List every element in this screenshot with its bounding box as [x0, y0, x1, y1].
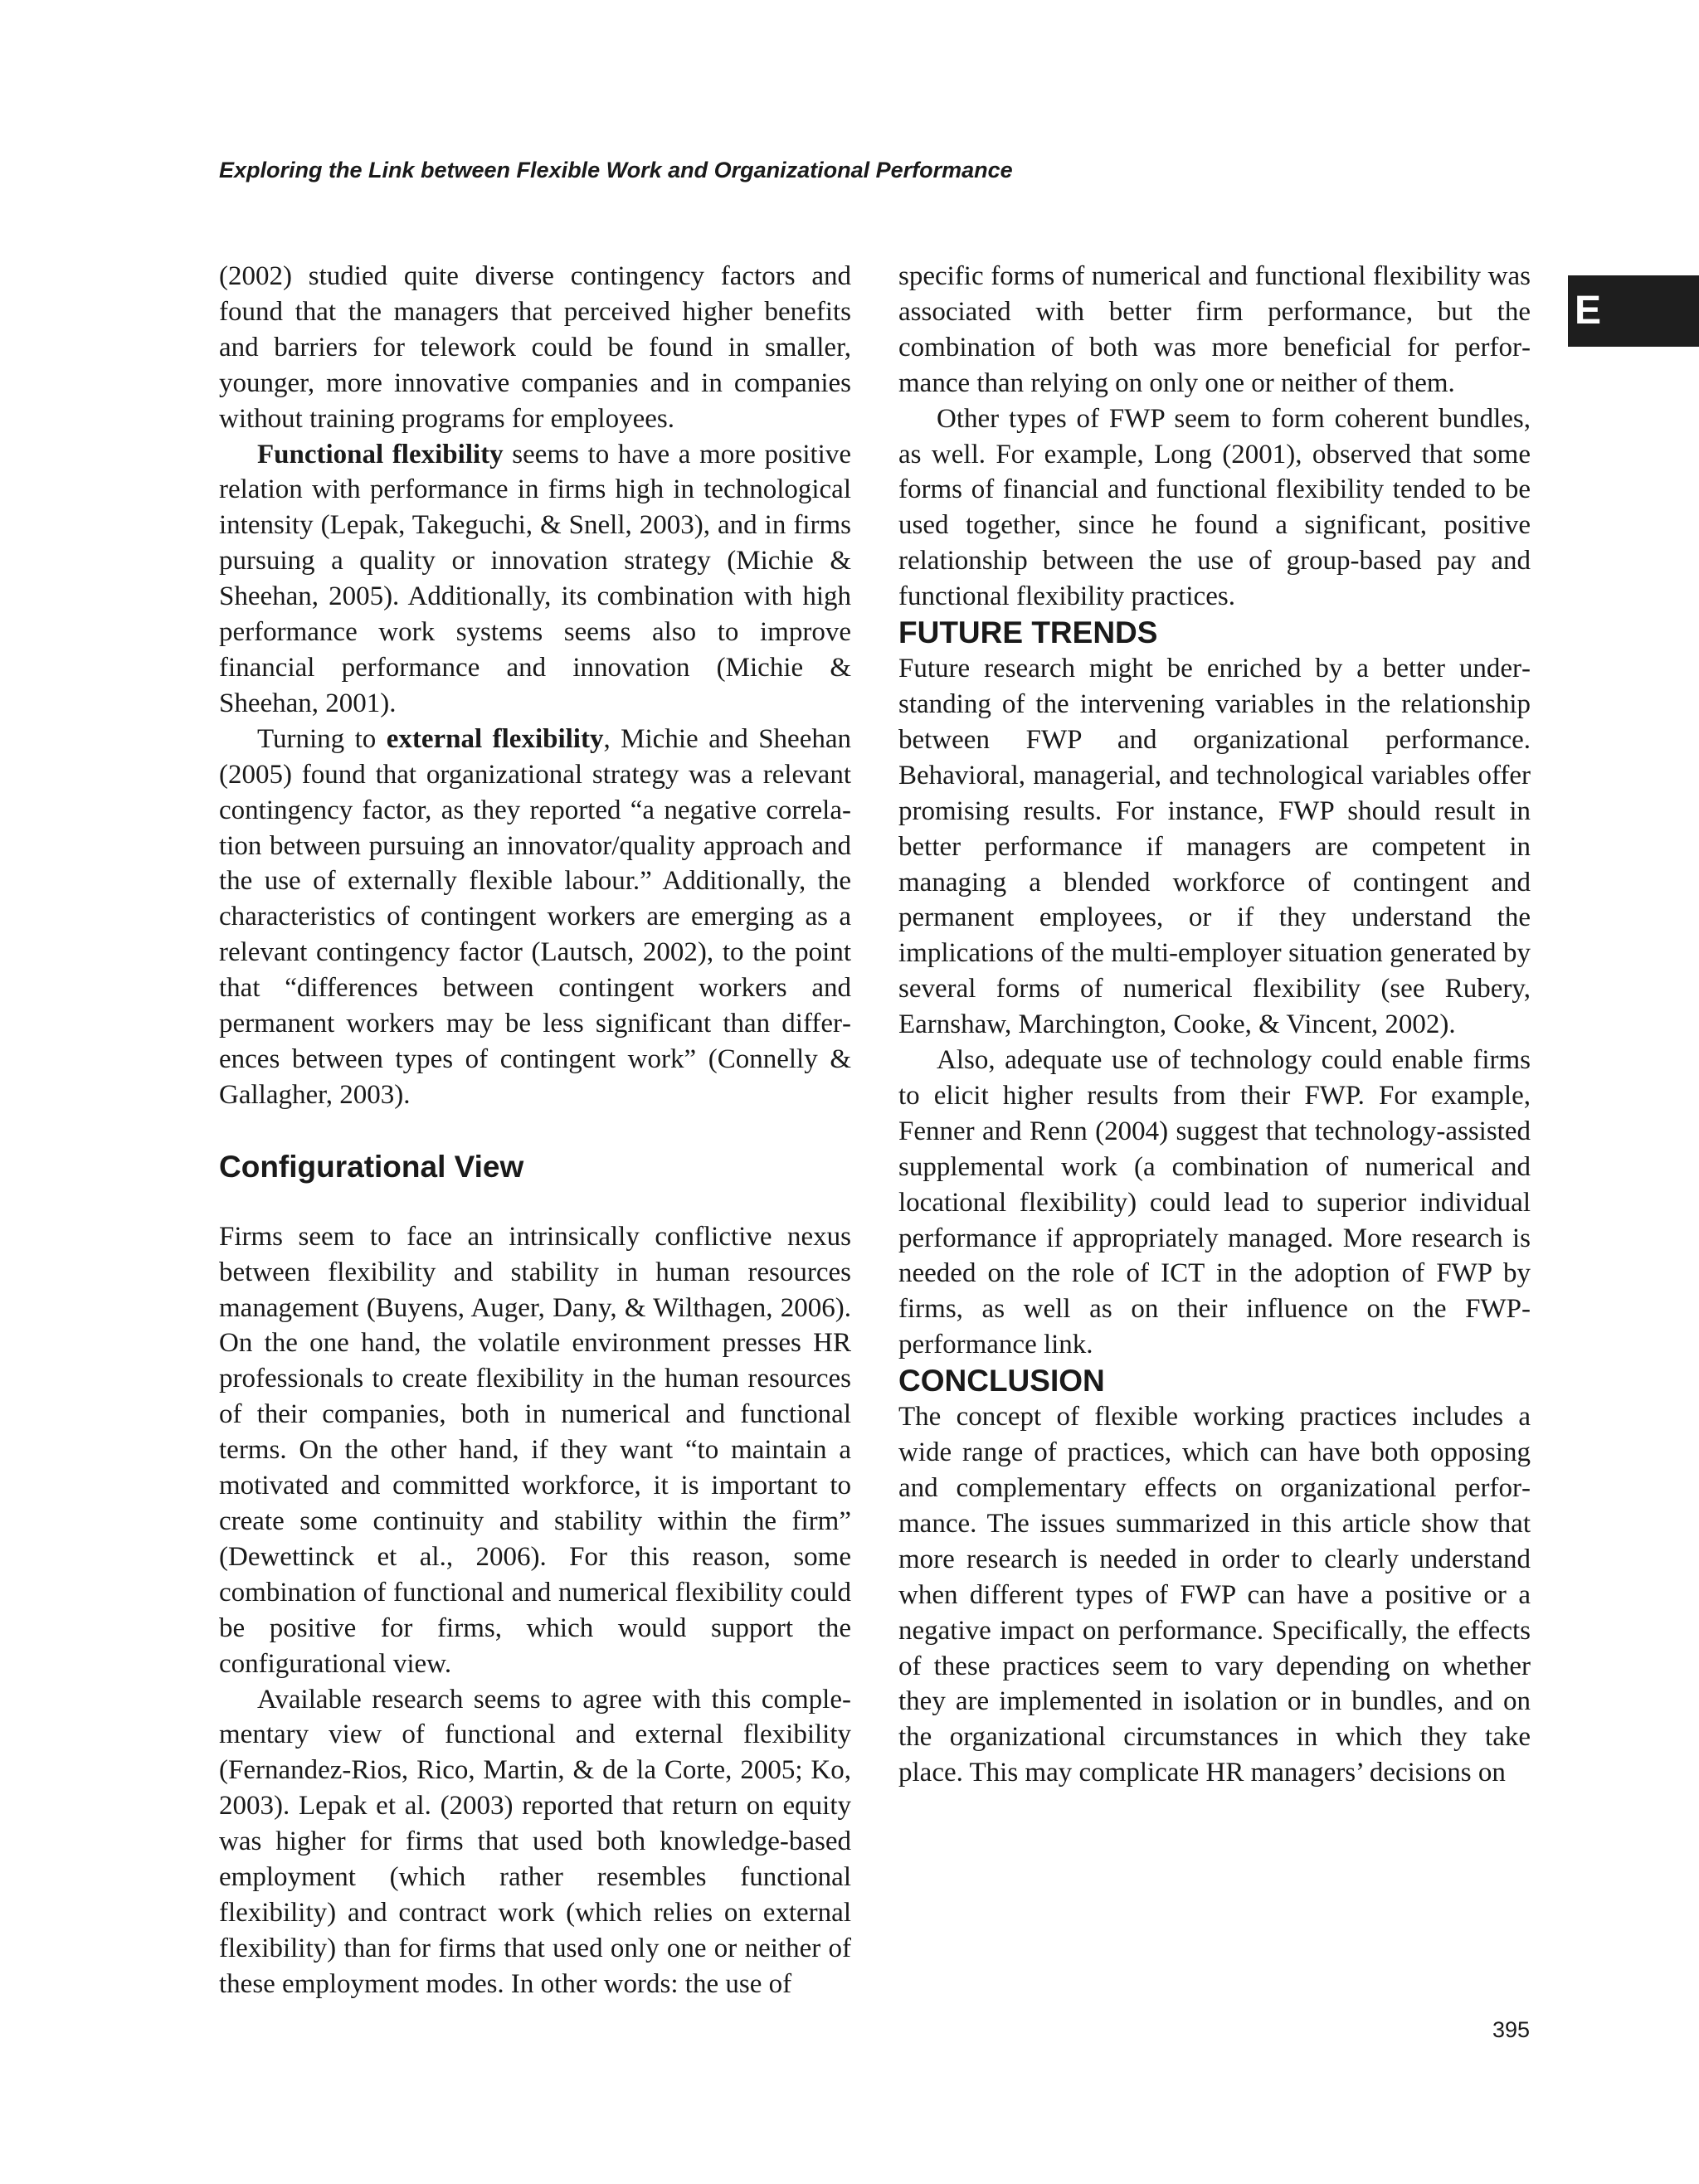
left-paragraph-5: Available research seems to agree with this complementary view of functional and external flexibility (Fernandez-Rios, Rico, Martin, & de la Corte, 2005; Ko, 2003). Lepak et al. (2003) reported that return on equity was higher for firms that used both knowledge-based employment (which rather resembles functional flexibility) and contract work (which relies on external flexibility) than for firms that used only one or neither of these employment modes. In other words: the use of [219, 1684, 851, 1999]
term-functional-flexibility: Functional flexibility [257, 439, 504, 469]
right-paragraph-4: Also, adequate use of technology could enable firms to elicit higher results from their FWP. For example, Fenner and Renn (2004) suggest that technology-assisted supplemental work (a combination of numerical and locational flexibility) could lead to superior individual performance if appropriately managed. More research is needed on the role of ICT in the adoption of FWP by firms, as well as on their influence on the FWP-performance link. [898, 1045, 1531, 1360]
section-tab-e: E [1568, 275, 1699, 347]
left-paragraph-1: (2002) studied quite diverse contingency factors and found that the managers that perceived higher benefits and barriers for telework could be found in smaller, younger, more innovative companies and in companies without training programs for employees. [219, 261, 851, 434]
heading-future-trends: FUTURE TRENDS [898, 615, 1158, 650]
right-paragraph-1: specific forms of numerical and functional flexibility was associated with better firm performance, but the combination of both was more beneficial for performance than relying on only one or neither of them. [898, 261, 1531, 398]
right-paragraph-3: Future research might be enriched by a better understanding of the intervening variables in the relationship between FWP and organizational performance. Behavioral, managerial, and technological variables offer promising results. For instance, FWP should result in better performance if managers are competent in managing a blended workforce of contingent and permanent employees, or if they understand the implications of the multi-employer situation generated by several forms of numerical flexibility (see Rubery, Earnshaw, Marchington, Cooke, & Vincent, 2002). [898, 654, 1531, 1040]
heading-conclusion: CONCLUSION [898, 1364, 1105, 1398]
running-head-title: Exploring the Link between Flexible Work and Organizational Performance [219, 158, 1013, 182]
left-column [219, 259, 851, 2002]
right-paragraph-2: Other types of FWP seem to form coherent bundles, as well. For example, Long (2001), observed that some forms of financial and functional flexibility tended to be used together, since he found a significant, positive relationship between the use of group-based pay and functional flexibility practices. [898, 403, 1531, 612]
left-paragraph-3-lead: Turning to [257, 723, 387, 754]
left-paragraph-functional-flexibility [219, 437, 851, 722]
term-external-flexibility: external flexibility [386, 723, 604, 754]
left-paragraph-2-text: seems to have a more positive relation with performance in firms high in technological intensity (Lepak, Takeguchi, & Snell, 2003), and in firms pursuing a quality or innovation strategy (Michie & Sheehan, 2005). Additionally, its combination with high performance work systems seems also to improve financial performance and innovation (Michie & Sheehan, 2001). [219, 439, 852, 718]
left-paragraph-4: Firms seem to face an intrinsically conflictive nexus between flexibility and stability in human resources management (Buyens, Auger, Dany, & Wilthagen, 2006). On the one hand, the volatile environment presses HR professionals to create flexibility in the human resources of their companies, both in numerical and functional terms. On the other hand, if they want “to maintain a motivated and committed workforce, it is important to create some continuity and stability within the firm” (Dewettinck et al., 2006). For this reason, some combination of functional and numerical flexibility could be positive for firms, which would support the configurational view. [219, 1221, 851, 1679]
right-paragraph-5: The concept of flexible working practices includes a wide range of practices, which can have both opposing and complementary effects on organizational performance. The issues summarized in this article show that more research is needed in order to clearly understand when different types of FWP can have a positive or a negative impact on performance. Specifically, the effects of these practices seem to vary depending on whether they are implemented in isolation or in bundles, and on the organizational circumstances in which they take place. This may complicate HR managers’ decisions on [898, 1402, 1531, 1788]
right-column [898, 259, 1531, 1791]
left-paragraph-external-flexibility [219, 722, 851, 1113]
heading-configurational-view: Configurational View [219, 1149, 524, 1184]
left-paragraph-3-text: , Michie and Sheehan (2005) found that organizational strategy was a relevant contingency factor, as they reported “a negative correlation between pursuing an innovator/quality approach and the use of externally flexible labour.” Additionally, the characteristics of contingent workers are emerging as a relevant contingency factor (Lautsch, 2002), to the point that “differences between contingent workers and permanent workers may be less significant than differences between types of contingent work” (Connelly & Gallagher, 2003). [219, 723, 851, 1110]
page-number: 395 [1492, 2017, 1530, 2042]
